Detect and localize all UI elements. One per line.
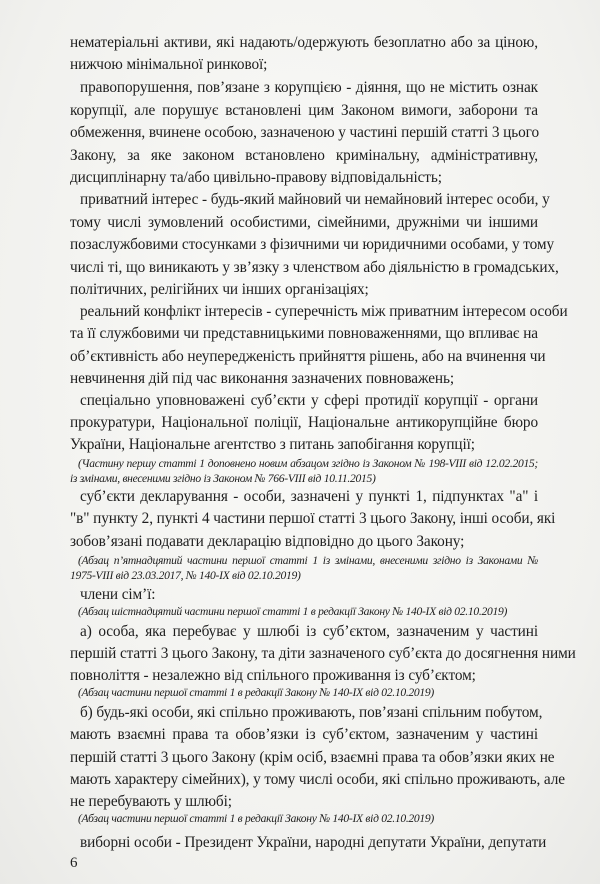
text-line: нематеріальні активи, які надають/одержують безоплатно або за ціною, xyxy=(70,34,538,51)
text-line: б) будь-які особи, які спільно проживають, пов’язані спільним побутом, xyxy=(80,704,543,721)
amendment-note-line: (Абзац частини першої статті 1 в редакції Закону № 140-IX від 02.10.2019) xyxy=(78,686,434,699)
text-line: реальний конфлікт інтересів - суперечність між приватним інтересом особи xyxy=(80,303,568,320)
text-line: суб’єкти декларування - особи, зазначені у пункті 1, підпунктах "а" і xyxy=(80,488,538,505)
text-line: нижчою мінімальної ринкової; xyxy=(70,56,268,73)
amendment-note-line: із змінами, внесеними згідно із Законом № 766-VIII від 10.11.2015) xyxy=(70,472,376,485)
text-line: члени сім’ї: xyxy=(80,586,156,603)
text-line: виборні особи - Президент України, народні депутати України, депутати xyxy=(80,834,547,851)
amendment-note-line: (Частину першу статті 1 доповнено новим абзацом згідно із Законом № 198-VIII від 12.02.2015; xyxy=(78,457,538,470)
text-line: а) особа, яка перебуває у шлюбі із суб’єктом, зазначеним у частині xyxy=(80,623,538,640)
amendment-note-line: (Абзац частини першої статті 1 в редакції Закону № 140-IX від 02.10.2019) xyxy=(78,812,434,825)
text-line: корупції, але порушує встановлені цим Законом вимоги, заборони та xyxy=(70,102,538,119)
text-line: України, Національне агентство з питань запобігання корупції; xyxy=(70,436,475,453)
text-line: позаслужбовими стосунками з фізичними чи юридичними особами, у тому xyxy=(70,236,555,253)
text-line: "в" пункту 2, пункті 4 частини першої статті 3 цього Закону, інші особи, які xyxy=(70,510,556,527)
text-line: обмеження, вчинене особою, зазначеною у частині першій статті 3 цього xyxy=(70,124,540,141)
text-line: спеціально уповноважені суб’єкти у сфері протидії корупції - органи xyxy=(80,392,538,409)
text-line: дисциплінарну та/або цивільно-правову відповідальність; xyxy=(70,169,442,186)
text-line: прокуратури, Національної поліції, Національне антикорупційне бюро xyxy=(70,414,538,431)
text-line: правопорушення, пов’язане з корупцією - діяння, що не містить ознак xyxy=(80,79,538,96)
text-line: тому числі зумовлений особистими, сімейними, дружніми чи іншими xyxy=(70,214,538,231)
text-line: мають характеру сімейних), у тому числі особи, які спільно проживають, але xyxy=(70,771,565,788)
amendment-note-line: (Абзац п’ятнадцятий частини першої статті 1 із змінами, внесеними згідно із Законами № xyxy=(78,554,538,567)
text-line: приватний інтерес - будь-який майновий чи немайновий інтерес особи, у xyxy=(80,191,550,208)
text-line: Закону, за яке законом встановлено кримінальну, адміністративну, xyxy=(70,147,538,164)
text-line: об’єктивність або неупередженість прийняття рішень, або на вчинення чи xyxy=(70,348,546,365)
amendment-note-line: (Абзац шістнадцятий частини першої статті 1 в редакції Закону № 140-IX від 02.10.2019) xyxy=(78,605,508,618)
text-line: невчинення дій під час виконання зазначених повноважень; xyxy=(70,370,455,387)
amendment-note-line: 1975-VIII від 23.03.2017, № 140-IX від 02.10.2019) xyxy=(70,569,301,582)
text-line: та її службовими чи представницькими повноваженнями, що впливає на xyxy=(70,325,538,342)
text-line: повноліття - незалежно від спільного проживання із суб’єктом; xyxy=(70,667,476,684)
text-line: числі ті, що виникають у зв’язку з членством або діяльністю в громадських, xyxy=(70,259,559,276)
page-number: 6 xyxy=(70,855,78,871)
text-line: першій статті 3 цього Закону (крім осіб, взаємні права та обов’язки яких не xyxy=(70,749,555,766)
text-line: першій статті 3 цього Закону, та діти зазначеного суб’єкта до досягнення ними xyxy=(70,645,576,662)
text-line: не перебувають у шлюбі; xyxy=(70,793,232,810)
text-line: мають взаємні права та обов’язки із суб’єктом, зазначеним у частині xyxy=(70,726,538,743)
text-line: зобов’язані подавати декларацію відповідно до цього Закону; xyxy=(70,533,465,550)
text-line: політичних, релігійних чи інших організаціях; xyxy=(70,281,369,298)
